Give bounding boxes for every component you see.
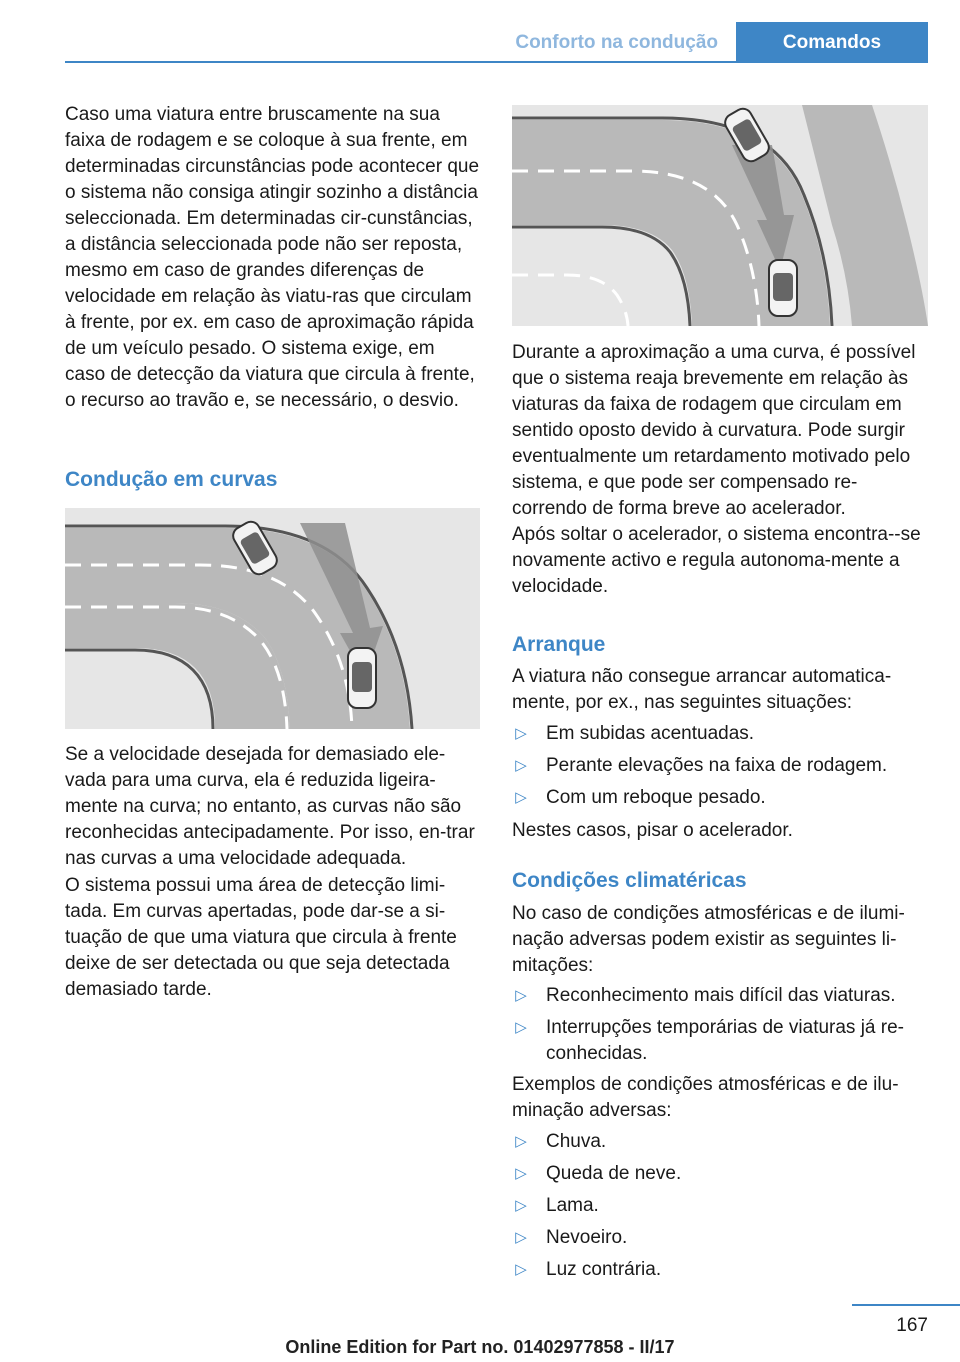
bullet-triangle-icon: ▷ (515, 757, 527, 774)
bullet-triangle-icon: ▷ (515, 1019, 527, 1036)
list-item: ▷ Com um reboque pesado. (512, 785, 928, 811)
edition-footer: Online Edition for Part no. 01402977858 - II/17 (285, 1337, 675, 1357)
heading-condicoes-climatericas: Condições climatéricas (512, 869, 747, 892)
left-paragraph-1: Caso uma viatura entre bruscamente na sua faixa de rodagem e se coloque à sua frente, em determinadas circunstâncias pode acontecer que o sistema não consiga atingir sozinho a distância seleccionada. Em determinadas cir-cunstâncias, a distância seleccionada pode não ser reposta, mesmo em caso de grandes diferenças de velocidade em relação às viatu-ras que circulam à frente, por ex. em caso de aproximação rápida de um veículo pesado. O sistema exige, em caso de detecção da viatura que circula à frente, o recurso ao travão e, se necessário, o desvio. (65, 104, 480, 411)
page-number-rule (852, 1304, 960, 1306)
bullet-triangle-icon: ▷ (515, 1261, 527, 1278)
start-limitations-list (512, 721, 928, 811)
bullet-triangle-icon: ▷ (515, 987, 527, 1004)
heading-arranque: Arranque (512, 633, 606, 656)
page-number: 167 (896, 1315, 928, 1336)
list-item: ▷ Interrupções temporárias de viaturas já re-conhecidas. (512, 1015, 928, 1067)
right-paragraph-4: Nestes casos, pisar o acelerador. (512, 820, 793, 841)
bullet-triangle-icon: ▷ (515, 725, 527, 742)
list-item: ▷ Luz contrária. (512, 1257, 928, 1283)
right-paragraph-3: A viatura não consegue arrancar automatica-mente, por ex., nas seguintes situações: (512, 666, 892, 713)
right-paragraph-2: Após soltar o acelerador, o sistema encontra--se novamente activo e regula autonoma-mente a velocidade. (512, 524, 921, 597)
bullet-triangle-icon: ▷ (515, 789, 527, 806)
weather-examples-list (512, 1129, 928, 1283)
header-rule (65, 61, 928, 63)
list-item: ▷ Nevoeiro. (512, 1225, 928, 1251)
weather-limitations-list (512, 983, 928, 1067)
bullet-triangle-icon: ▷ (515, 1133, 527, 1150)
heading-conducao-em-curvas: Condução em curvas (65, 468, 278, 491)
list-item: ▷ Chuva. (512, 1129, 928, 1155)
right-paragraph-5: No caso de condições atmosféricas e de ilumi-nação adversas podem existir as seguintes li-mitações: (512, 903, 905, 976)
bullet-triangle-icon: ▷ (515, 1197, 527, 1214)
left-paragraph-3: O sistema possui uma área de detecção limi-tada. Em curvas apertadas, pode dar-se a si-tuação de que uma viatura que circula à frente deixe de ser detectada ou que seja detectada demasiado tarde. (65, 875, 457, 1000)
running-header-section: Conforto na condução (515, 32, 718, 53)
curve-illustration-1 (65, 508, 480, 729)
curve-illustration-2-drawing (512, 105, 928, 326)
list-item: ▷ Queda de neve. (512, 1161, 928, 1187)
bullet-triangle-icon: ▷ (515, 1165, 527, 1182)
list-item: ▷ Lama. (512, 1193, 928, 1219)
right-paragraph-6: Exemplos de condições atmosféricas e de ilu-minação adversas: (512, 1074, 899, 1121)
left-paragraph-2: Se a velocidade desejada for demasiado ele-vada para uma curva, ela é reduzida ligeira-mente na curva; no entanto, as curvas não são reconhecidas antecipadamente. Por isso, en-trar nas curvas a uma velocidade adequada. (65, 744, 475, 869)
bullet-triangle-icon: ▷ (515, 1229, 527, 1246)
list-item: ▷ Reconhecimento mais difícil das viaturas. (512, 983, 928, 1009)
list-item: ▷ Perante elevações na faixa de rodagem. (512, 753, 928, 779)
curve-illustration-1-drawing (65, 508, 480, 729)
right-paragraph-1: Durante a aproximação a uma curva, é possível que o sistema reaja brevemente em relação às viaturas da faixa de rodagem que circulam em sentido oposto devido à curvatura. Pode surgir eventualmente um retardamento motivado pelo sistema, e que pode ser compensado re-correndo de forma breve ao acelerador. (512, 342, 916, 519)
list-item: ▷ Em subidas acentuadas. (512, 721, 928, 747)
running-header-tab: Comandos (736, 22, 928, 63)
curve-illustration-2 (512, 105, 928, 326)
